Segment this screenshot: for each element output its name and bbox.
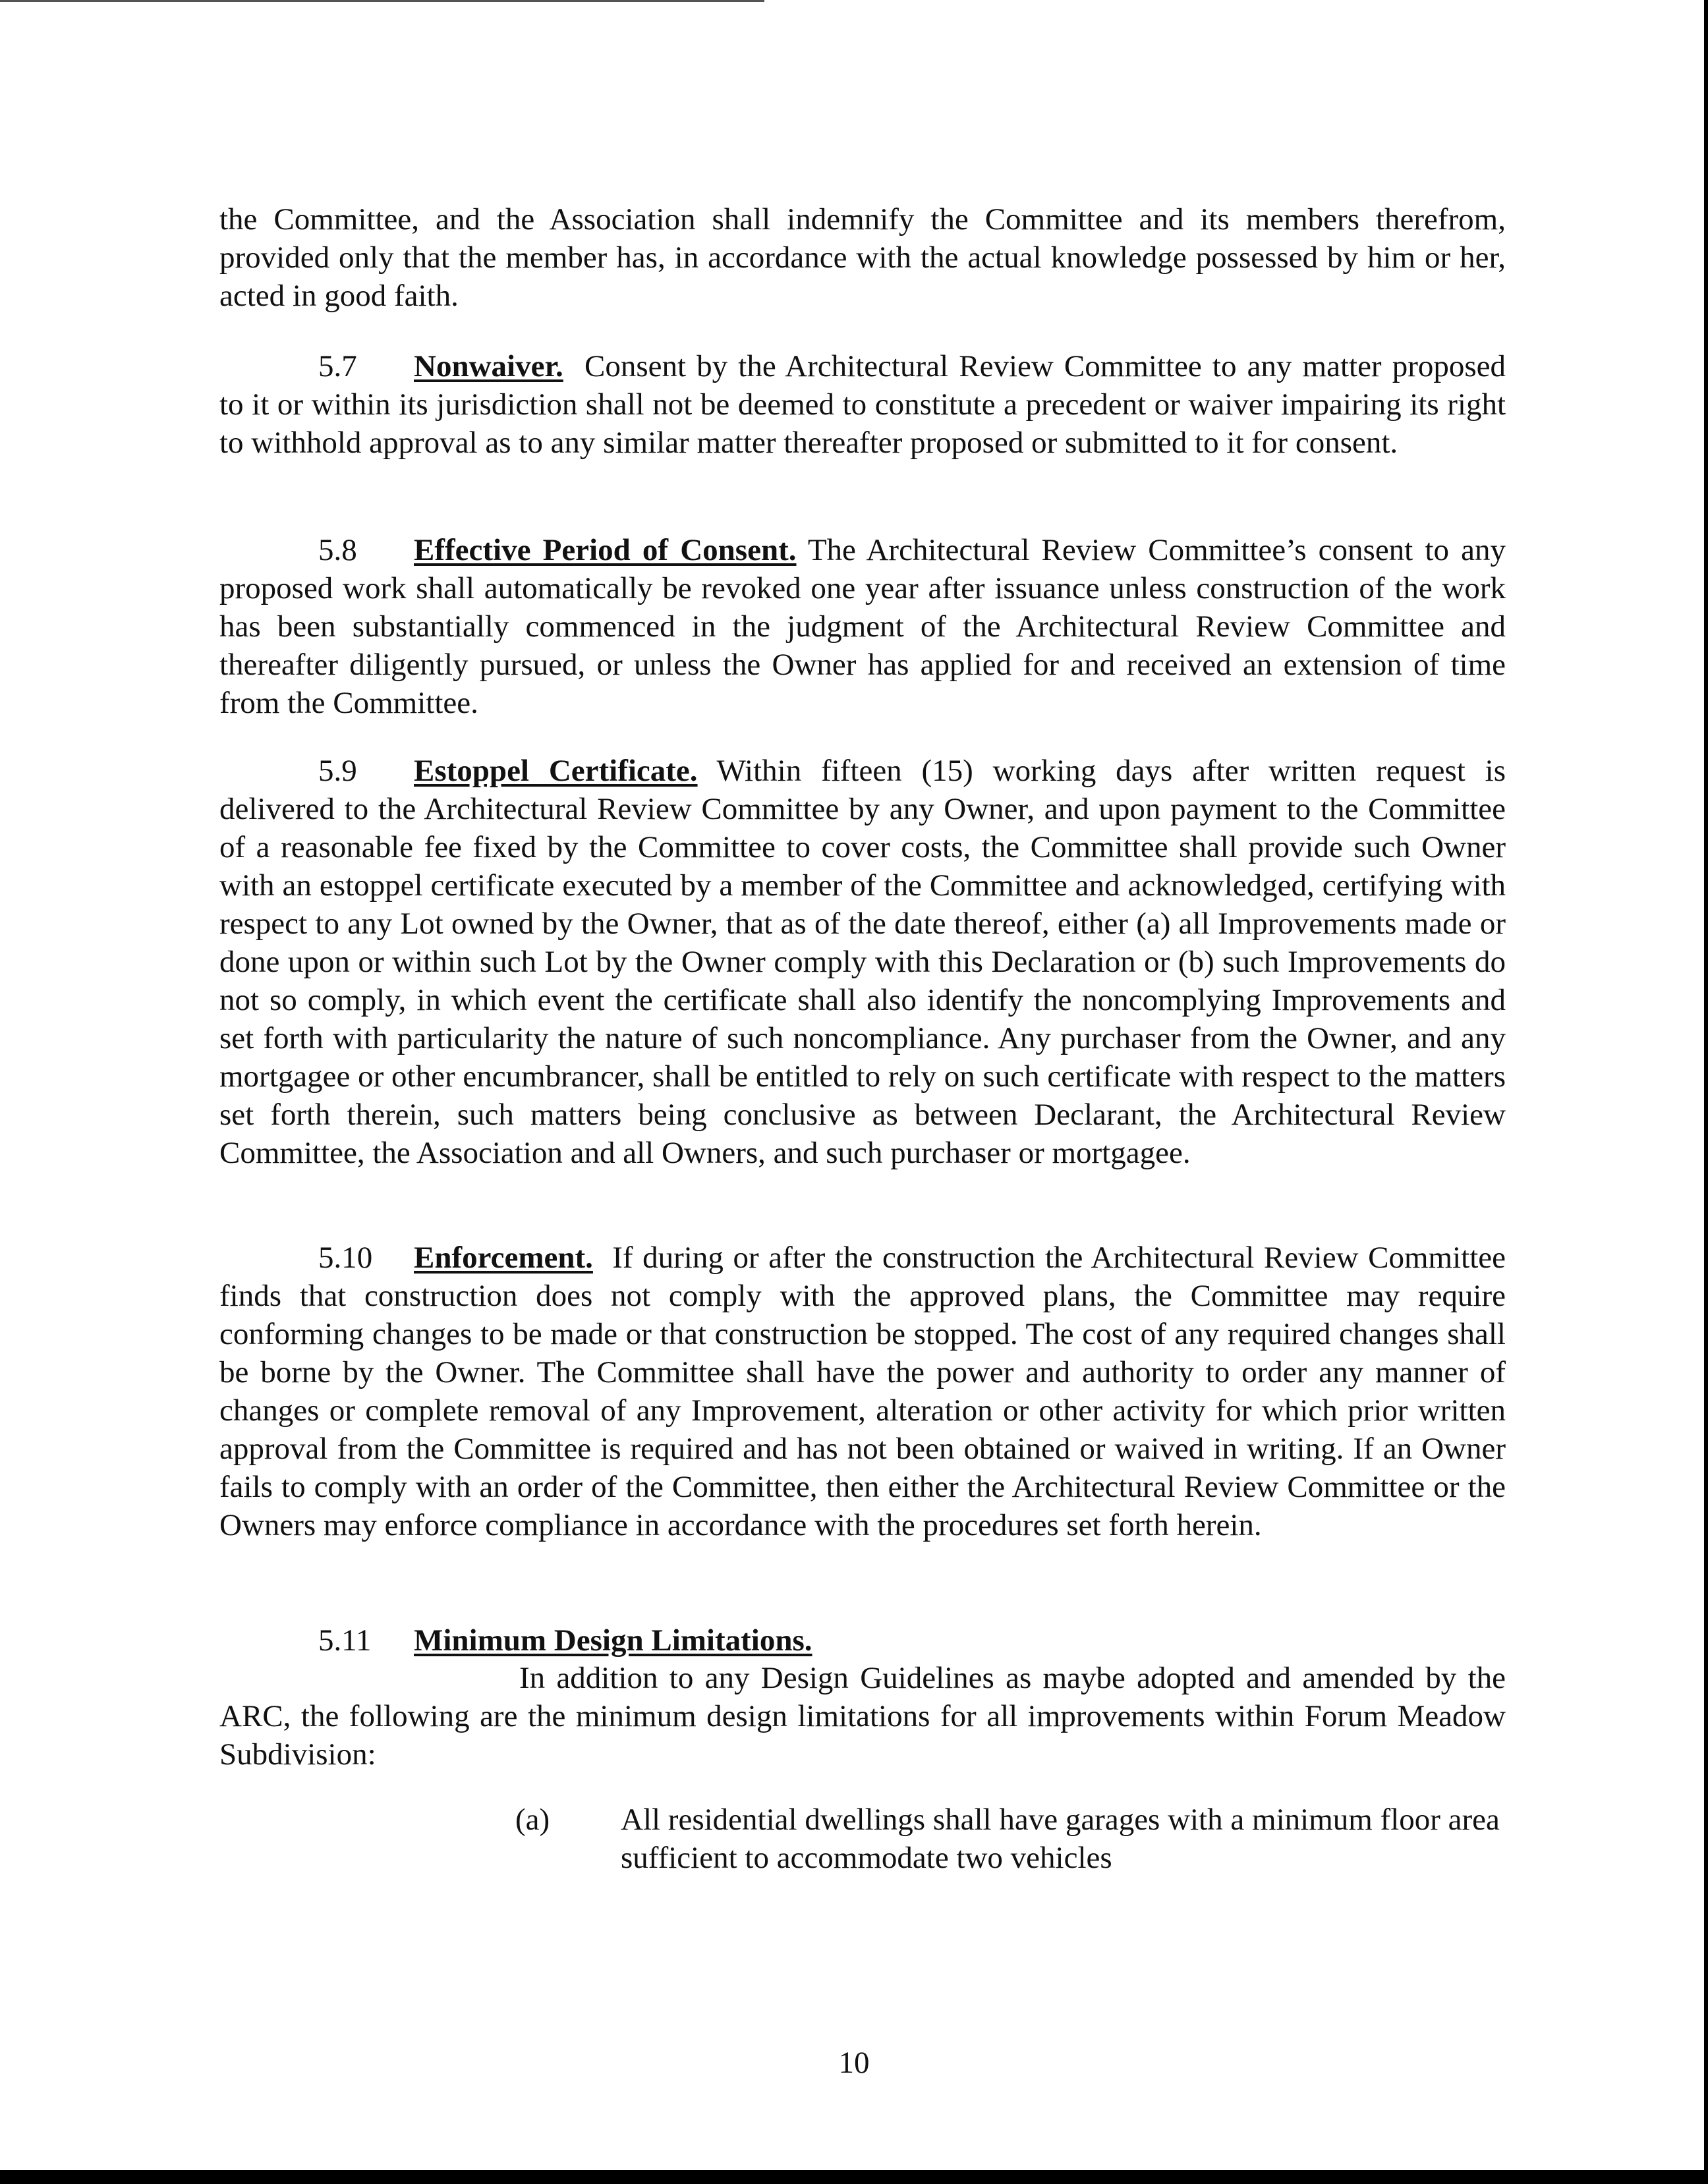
section-5-11-body	[219, 1659, 1506, 1774]
section-heading: Nonwaiver.	[414, 349, 563, 383]
list-item-text: All residential dwellings shall have garages with a minimum floor area sufficient to accommodate two vehicles	[621, 1803, 1500, 1875]
section-5-7	[219, 347, 1506, 462]
page-number: 10	[838, 2046, 870, 2080]
scan-edge	[0, 0, 764, 2]
section-text: If during or after the construction the Architectural Review Committee finds that construction does not comply with the approved plans, the Committee may require conforming changes to be made or that construction be stopped. The cost of any required changes shall be borne by the Owner. The Committee shall have the power and authority to order any manner of changes or complete removal of any Improvement, alteration or other activity for which prior written approval from the Committee is required and has not been obtained or waived in writing. If an Owner fails to comply with an order of the Committee, then either the Architectural Review Committee or the Owners may enforce compliance in accordance with the procedures set forth herein.	[219, 1241, 1506, 1542]
section-heading: Effective Period of Consent.	[414, 533, 797, 567]
section-text: Within fifteen (15) working days after written request is delivered to the Architectural Review Committee by any Owner, and upon payment to the Committee of a reasonable fee fixed by the Committee to cover costs, the Committee shall provide such Owner with an estoppel certificate executed by a member of the Committee and acknowledged, certifying with respect to any Lot owned by the Owner, that as of the date thereof, either (a) all Improvements made or done upon or within such Lot by the Owner comply with this Declaration or (b) such Improvements do not so comply, in which event the certificate shall also identify the noncomplying Improvements and set forth with particularity the nature of such noncompliance. Any purchaser from the Owner, and any mortgagee or other encumbrancer, shall be entitled to rely on such certificate with respect to the matters set forth therein, such matters being conclusive as between Declarant, the Architectural Review Committee, the Association and all Owners, and such purchaser or mortgagee.	[219, 754, 1506, 1170]
section-5-8	[219, 531, 1506, 722]
section-heading: Minimum Design Limitations.	[414, 1623, 812, 1658]
section-heading: Enforcement.	[414, 1241, 593, 1275]
section-5-9	[219, 752, 1506, 1172]
section-heading: Estoppel Certificate.	[414, 754, 698, 788]
section-number: 5.7	[318, 349, 357, 383]
section-text: Consent by the Architectural Review Committee to any matter proposed to it or within its jurisdiction shall not be deemed to constitute a precedent or waiver impairing its right to withhold approval as to any similar matter thereafter proposed or submitted to it for consent.	[219, 349, 1506, 460]
section-text: In addition to any Design Guidelines as maybe adopted and amended by the ARC, the following are the minimum design limitations for all improvements within Forum Meadow Subdivision:	[219, 1661, 1506, 1772]
section-number: 5.11	[318, 1623, 372, 1658]
section-text: The Architectural Review Committee’s consent to any proposed work shall automatically be revoked one year after issuance unless construction of the work has been substantially commenced in the judgment of the Architectural Review Committee and thereafter diligently pursued, or unless the Owner has applied for and received an extension of time from the Committee.	[219, 533, 1506, 720]
section-number: 5.8	[318, 533, 357, 567]
section-number: 5.9	[318, 754, 357, 788]
section-5-11-heading-line	[318, 1621, 812, 1660]
section-5-10	[219, 1239, 1506, 1544]
list-item-label: (a)	[515, 1803, 550, 1837]
list-item	[515, 1801, 1507, 1877]
continuation-paragraph: the Committee, and the Association shall indemnify the Committee and its members therefrom, provided only that the member has, in accordance with the actual knowledge possessed by him or her, acted in good faith.	[219, 202, 1506, 313]
section-number: 5.10	[318, 1241, 373, 1275]
